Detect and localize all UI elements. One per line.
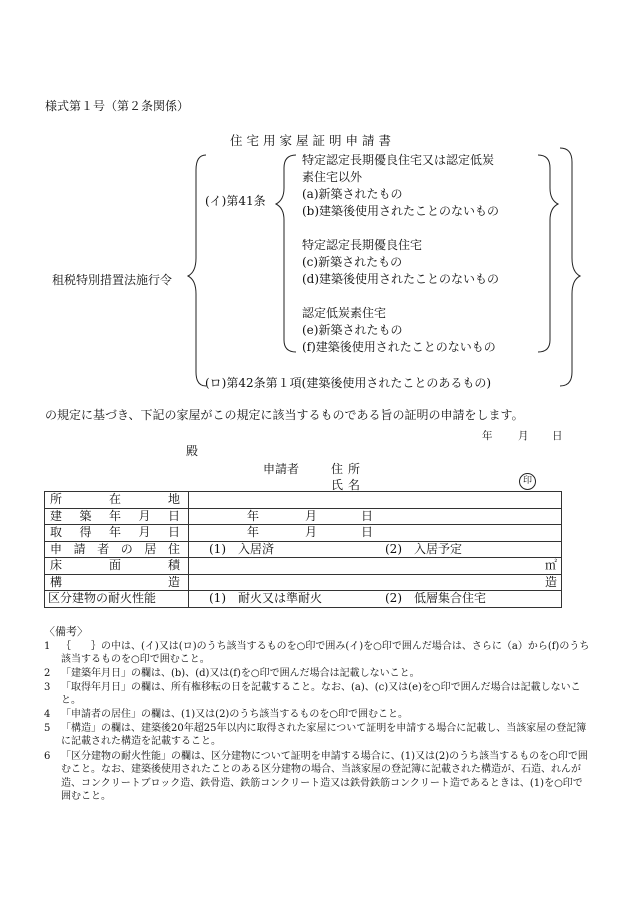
option-moved-in[interactable]: (1) 入居済 (209, 541, 274, 556)
construction-year-label: 年 (247, 508, 260, 523)
acquisition-date-label: 取 得 年 月 日 (45, 525, 189, 542)
group3-heading: 認定低炭素住宅 (302, 306, 387, 320)
residence-status-label: 申 請 者 の 居 住 (45, 541, 189, 558)
group1-heading-line1: 特定認定長期優良住宅又は認定低炭 (302, 153, 495, 167)
form-number: 様式第１号（第２条関係） (45, 99, 190, 113)
table-row (45, 525, 562, 542)
applicant-label: 申請者 (263, 462, 300, 476)
structure-unit: 造 (544, 574, 557, 589)
structure-cell[interactable] (189, 574, 562, 591)
inner-left-brace (276, 155, 296, 352)
group1-heading-line2: 素住宅以外 (302, 170, 363, 184)
table-row (45, 492, 562, 509)
note-item: 1 ｛ ｝の中は、(イ)又は(ロ)のうち該当するものを○印で囲み(イ)を○印で囲んだ場合は、さらに（a）から(f)のうち該当するものを○印で囲むこと。 (44, 640, 592, 667)
address-label: 住所 (331, 462, 366, 476)
option-planned-move-in[interactable]: (2) 入居予定 (385, 541, 462, 556)
table-row (45, 574, 562, 591)
structure-label: 構 造 (45, 574, 189, 591)
law-name: 租税特別措置法施行令 (52, 273, 173, 287)
date-month-label: 月 (518, 430, 529, 442)
acquisition-day-label: 日 (361, 525, 374, 539)
article-42-option: (ロ)第42条第１項(建築後使用されたことのあるもの) (205, 376, 491, 390)
inner-right-brace (538, 155, 558, 352)
outer-left-brace (188, 155, 206, 386)
table-row (45, 558, 562, 575)
residence-status-cell[interactable] (189, 541, 562, 558)
table-row (45, 591, 562, 608)
location-value-cell[interactable] (189, 492, 562, 509)
property-details-table (44, 491, 562, 608)
name-label: 氏名 (331, 478, 366, 492)
notes-heading: 〈備考〉 (44, 625, 88, 638)
article-41-option: (イ)第41条 (205, 194, 266, 208)
option-d: (d)建築後使用されたことのないもの (302, 272, 500, 286)
seal-mark: 印 (519, 473, 536, 490)
option-c: (c)新築されたもの (302, 255, 403, 269)
option-fireproof[interactable]: (1) 耐火又は準耐火 (209, 591, 322, 605)
application-statement: の規定に基づき、下記の家屋がこの規定に該当するものである旨の証明の申請をします。 (45, 408, 524, 422)
option-f: (f)建築後使用されたことのないもの (302, 340, 496, 354)
group2-heading: 特定認定長期優良住宅 (302, 238, 423, 252)
floor-area-label: 床 面 積 (45, 558, 189, 575)
date-year-label: 年 (482, 430, 493, 442)
construction-month-label: 月 (305, 508, 318, 523)
option-e: (e)新築されたもの (302, 323, 403, 337)
acquisition-month-label: 月 (305, 525, 318, 539)
note-text: 「区分建物の耐火性能」の欄は、区分建物について証明を申請する場合に、(1)又は(2)のうち該当するものを○印で囲むこと。なお、建築後使用されたことのある区分建物の場合、当該家屋の登記簿に記載された構造が、石造、れんが造、コンクリートブロック造、鉄骨造、鉄筋コンクリート造又は鉄骨鉄筋コンクリート造であるときは、(1)を○印で囲むこと。 (61, 751, 588, 803)
floor-area-cell[interactable] (189, 558, 562, 575)
document-title: 住宅用家屋証明申請書 (230, 133, 396, 148)
note-item: 5 「構造」の欄は、建築後20年超25年以内に取得された家屋について証明を申請する場合に記載し、当該家屋の登記簿に記載された構造を記載すること。 (44, 722, 592, 749)
note-text: 「申請者の居住」の欄は、(1)又は(2)のうち該当するものを○印で囲むこと。 (61, 709, 409, 720)
note-text: 「構造」の欄は、建築後20年超25年以内に取得された家屋について証明を申請する場合に記載し、当該家屋の登記簿に記載された構造を記載すること。 (61, 723, 587, 748)
acquisition-year-label: 年 (247, 525, 260, 539)
note-text: 「建築年月日」の欄は、(b)、(d)又は(f)を○印で囲んだ場合は記載しないこと。 (61, 668, 420, 679)
note-item: 2 「建築年月日」の欄は、(b)、(d)又は(f)を○印で囲んだ場合は記載しないこと。 (44, 667, 592, 680)
note-text: 「取得年月日」の欄は、所有権移転の日を記載すること。なお、(a)、(c)又は(e)を○印で囲んだ場合は記載しないこと。 (61, 682, 581, 707)
location-label: 所 在 地 (45, 492, 189, 509)
construction-date-cell[interactable] (189, 508, 562, 525)
addressee-honorific: 殿 (186, 444, 199, 458)
floor-area-unit: ㎡ (544, 558, 557, 572)
option-b: (b)建築後使用されたことのないもの (302, 204, 500, 218)
construction-day-label: 日 (361, 508, 374, 523)
table-row (45, 508, 562, 525)
fire-resistance-cell[interactable] (189, 591, 562, 608)
note-text: ｛ ｝の中は、(イ)又は(ロ)のうち該当するものを○印で囲み(イ)を○印で囲んだ場合は、さらに（a）から(f)のうち該当するものを○印で囲むこと。 (61, 641, 590, 666)
note-item: 3 「取得年月日」の欄は、所有権移転の日を記載すること。なお、(a)、(c)又は(e)を○印で囲んだ場合は記載しないこと。 (44, 681, 592, 708)
fire-resistance-label: 区分建物の耐火性能 (45, 591, 189, 608)
option-low-rise-housing[interactable]: (2) 低層集合住宅 (385, 591, 486, 605)
acquisition-date-cell[interactable] (189, 525, 562, 542)
date-day-label: 日 (552, 430, 563, 442)
note-item: 6 「区分建物の耐火性能」の欄は、区分建物について証明を申請する場合に、(1)又は(2)のうち該当するものを○印で囲むこと。なお、建築後使用されたことのある区分建物の場合、当該家屋の登記簿に記載された構造が、石造、れんが造、コンクリートブロック造、鉄骨造、鉄筋コンクリート造又は鉄骨鉄筋コンクリート造であるときは、(1)を○印で囲むこと。 (44, 750, 592, 804)
construction-date-label: 建 築 年 月 日 (45, 508, 189, 525)
option-a: (a)新築されたもの (302, 187, 403, 201)
outer-right-brace (560, 148, 580, 386)
note-item: 4 「申請者の居住」の欄は、(1)又は(2)のうち該当するものを○印で囲むこと。 (44, 708, 592, 721)
table-row (45, 541, 562, 558)
